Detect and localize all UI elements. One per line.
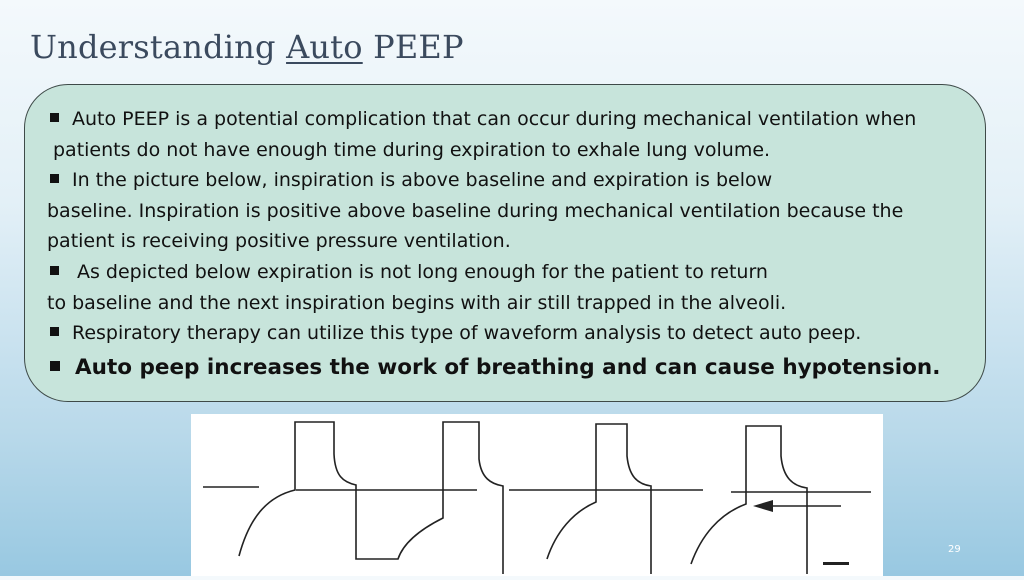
square-bullet-icon xyxy=(50,113,59,122)
title-underlined-word: Auto xyxy=(286,28,363,66)
breath-1 xyxy=(239,422,503,574)
title-prefix: Understanding xyxy=(30,28,287,66)
square-bullet-icon xyxy=(50,327,59,336)
baseline-line xyxy=(203,487,871,492)
bullet-4: Respiratory therapy can utilize this type of waveform analysis to detect auto peep. xyxy=(47,318,997,349)
page-number: 29 xyxy=(948,544,961,555)
bullet-1-line-1: Auto PEEP is a potential complication that can occur during mechanical ventilation when xyxy=(47,104,997,135)
bullet-5: Auto peep increases the work of breathing and can cause hypotension. xyxy=(47,351,997,387)
slide-title xyxy=(30,28,464,66)
waveform-figure xyxy=(191,414,883,576)
bullet-3-line-1: As depicted below expiration is not long enough for the patient to return xyxy=(47,257,997,288)
auto-peep-waveform xyxy=(191,414,883,576)
bullet-3-line-2: to baseline and the next inspiration begins with air still trapped in the alveoli. xyxy=(47,291,787,314)
square-bullet-icon xyxy=(50,361,60,371)
square-bullet-icon xyxy=(50,174,59,183)
bullet-2-line-1: In the picture below, inspiration is above baseline and expiration is below xyxy=(47,165,997,196)
breath-2 xyxy=(547,424,651,574)
bullet-1-line-2: patients do not have enough time during expiration to exhale lung volume. xyxy=(53,138,771,161)
bullet-2-line-3: patient is receiving positive pressure ventilation. xyxy=(47,230,511,253)
square-bullet-icon xyxy=(50,266,59,275)
breath-3 xyxy=(691,426,807,574)
bullet-list xyxy=(47,104,997,387)
title-suffix: PEEP xyxy=(362,28,464,66)
bullet-2-line-2: baseline. Inspiration is positive above baseline during mechanical ventilation because the xyxy=(47,199,904,222)
arrow-head-icon xyxy=(753,500,773,512)
